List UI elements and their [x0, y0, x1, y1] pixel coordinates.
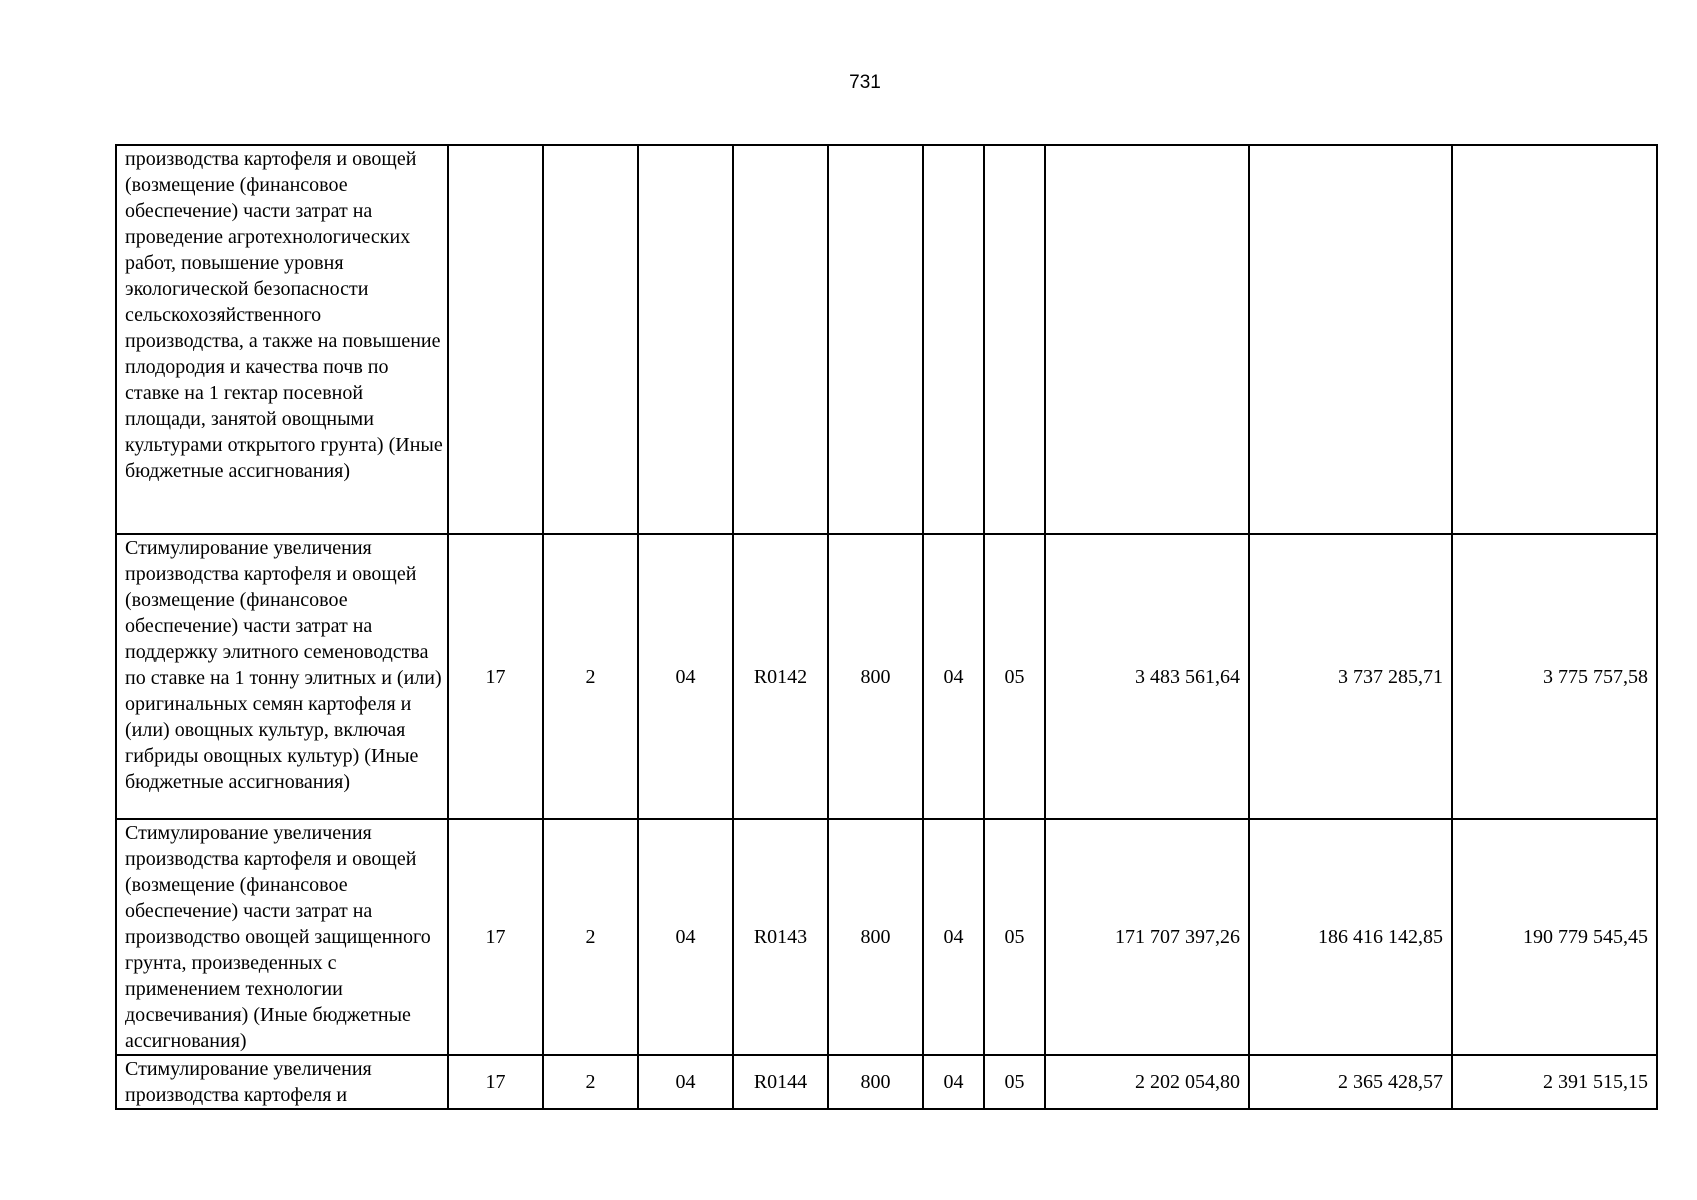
expense-type-code: 800: [828, 819, 923, 1055]
subprogram-code: 2: [543, 1055, 638, 1109]
table-row: [116, 534, 1657, 819]
program-code: 17: [448, 819, 543, 1055]
expense-type-code: [828, 145, 923, 534]
direction-code: R0144: [733, 1055, 828, 1109]
program-code: [448, 145, 543, 534]
amount-year-2: 186 416 142,85: [1249, 819, 1452, 1055]
amount-year-3: 3 775 757,58: [1452, 534, 1657, 819]
amount-year-2: [1249, 145, 1452, 534]
direction-code: R0143: [733, 819, 828, 1055]
amount-year-1: 2 202 054,80: [1045, 1055, 1249, 1109]
table-row: [116, 819, 1657, 1055]
page-number: 731: [849, 72, 881, 93]
expense-type-code: 800: [828, 534, 923, 819]
table-row: [116, 1055, 1657, 1109]
amount-year-2: 2 365 428,57: [1249, 1055, 1452, 1109]
row-description: Стимулирование увеличения производства картофеля и овощей (возмещение (финансовое обеспечение) части затрат на поддержку элитного семеноводства по ставке на 1 тонну элитных и (или) оригинальных семян картофеля и (или) овощных культур, включая гибриды овощных культур) (Иные бюджетные ассигнования): [116, 534, 448, 819]
row-description: Стимулирование увеличения производства картофеля и овощей (возмещение (финансовое обеспечение) части затрат на производство овощей защищенного грунта, произведенных с применением технологии досвечивания) (Иные бюджетные ассигнования): [116, 819, 448, 1055]
budget-table: [115, 144, 1658, 1110]
amount-year-2: 3 737 285,71: [1249, 534, 1452, 819]
section-code: 04: [923, 1055, 984, 1109]
program-code: 17: [448, 1055, 543, 1109]
row-description: производства картофеля и овощей (возмещение (финансовое обеспечение) части затрат на проведение агротехнологических работ, повышение уровня экологической безопасности сельскохозяйственного производства, а также на повышение плодородия и качества почв по ставке на 1 гектар посевной площади, занятой овощными культурами открытого грунта) (Иные бюджетные ассигнования): [116, 145, 448, 534]
amount-year-3: 2 391 515,15: [1452, 1055, 1657, 1109]
subprogram-code: 2: [543, 819, 638, 1055]
event-code: 04: [638, 819, 733, 1055]
amount-year-1: 3 483 561,64: [1045, 534, 1249, 819]
section-code: 04: [923, 819, 984, 1055]
expense-type-code: 800: [828, 1055, 923, 1109]
event-code: [638, 145, 733, 534]
amount-year-3: 190 779 545,45: [1452, 819, 1657, 1055]
section-code: 04: [923, 534, 984, 819]
subsection-code: 05: [984, 819, 1045, 1055]
table-row: [116, 145, 1657, 534]
amount-year-3: [1452, 145, 1657, 534]
subprogram-code: 2: [543, 534, 638, 819]
direction-code: [733, 145, 828, 534]
subsection-code: 05: [984, 1055, 1045, 1109]
event-code: 04: [638, 1055, 733, 1109]
direction-code: R0142: [733, 534, 828, 819]
subsection-code: 05: [984, 534, 1045, 819]
subsection-code: [984, 145, 1045, 534]
section-code: [923, 145, 984, 534]
program-code: 17: [448, 534, 543, 819]
subprogram-code: [543, 145, 638, 534]
amount-year-1: 171 707 397,26: [1045, 819, 1249, 1055]
row-description: Стимулирование увеличения производства картофеля и: [116, 1055, 448, 1109]
amount-year-1: [1045, 145, 1249, 534]
event-code: 04: [638, 534, 733, 819]
